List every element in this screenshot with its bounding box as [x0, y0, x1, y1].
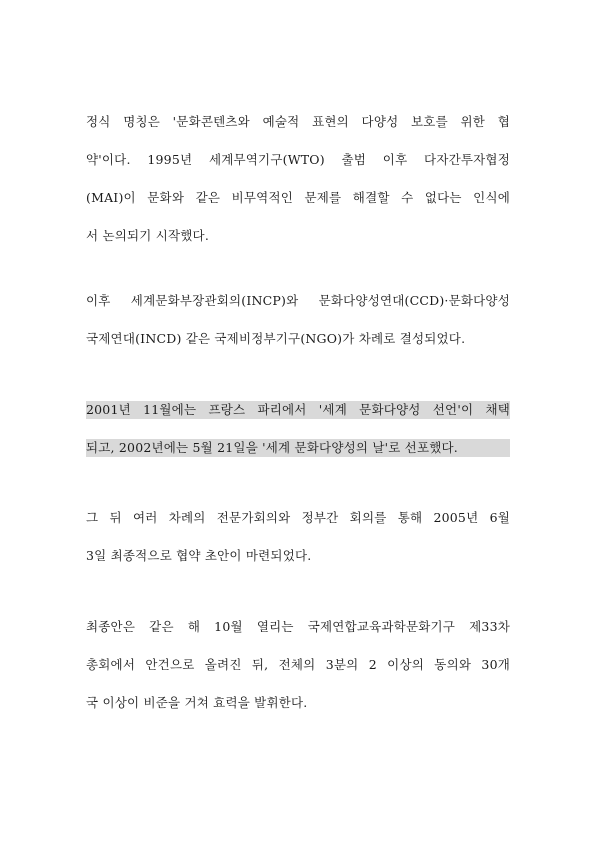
paragraph-2 — [86, 292, 510, 348]
paragraph-5 — [86, 618, 510, 712]
text-line: 최종안은 같은 해 10월 열리는 국제연합교육과학문화기구 제33차 — [86, 619, 510, 634]
highlighted-text-line: 되고, 2002년에는 5월 21일을 '세계 문화다양성의 날'로 선포했다. — [86, 439, 510, 457]
paragraph-4 — [86, 509, 510, 565]
text-line: 3일 최종적으로 협약 초안이 마련되었다. — [86, 548, 312, 563]
text-line: 정식 명칭은 '문화콘텐츠와 예술적 표현의 다양성 보호를 위한 협 — [86, 114, 510, 129]
text-line: 국제연대(INCD) 같은 국제비정부기구(NGO)가 차례로 결성되었다. — [86, 331, 466, 346]
text-line: 서 논의되기 시작했다. — [86, 228, 209, 243]
text-line: 국 이상이 비준을 거쳐 효력을 발휘한다. — [86, 695, 308, 710]
text-line: (MAI)이 문화와 같은 비무역적인 문제를 해결할 수 없다는 인식에 — [86, 190, 510, 205]
highlighted-paragraph — [86, 401, 510, 457]
highlighted-text-line: 2001년 11월에는 프랑스 파리에서 '세계 문화다양성 선언'이 채택 — [86, 402, 510, 417]
text-line: 약'이다. 1995년 세계무역기구(WTO) 출범 이후 다자간투자협정 — [86, 152, 510, 167]
text-line: 총회에서 안건으로 올려진 뒤, 전체의 3분의 2 이상의 동의와 30개 — [86, 657, 510, 672]
text-line: 그 뒤 여러 차례의 전문가회의와 정부간 회의를 통해 2005년 6월 — [86, 510, 510, 525]
paragraph-1 — [86, 113, 510, 245]
text-line: 이후 세계문화부장관회의(INCP)와 문화다양성연대(CCD)·문화다양성 — [86, 293, 510, 308]
